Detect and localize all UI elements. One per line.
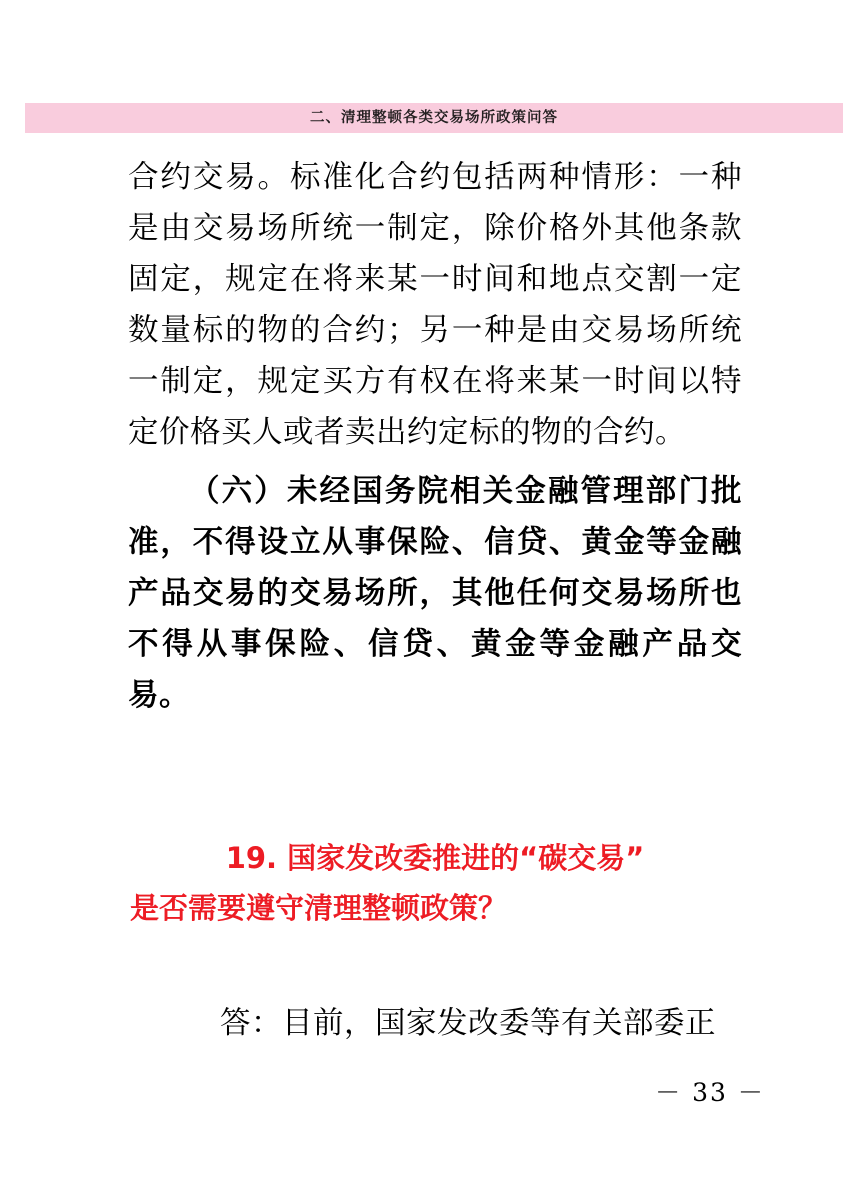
question-heading-line1: 19. 国家发改委推进的“碳交易” [225, 841, 645, 875]
question-heading-line2: 是否需要遵守清理整顿政策？ [130, 891, 508, 925]
paragraph-contract-definition: 合约交易。标准化合约包括两种情形：一种是由交易场所统一制定，除价格外其他条款固定，规定在将来某一时间和地点交割一定数量标的物的合约；另一种是由交易场所统一制定，规定买方有权在将来某一时间以特定价格买人或者卖出约定标的物的合约。 [128, 160, 742, 450]
question-heading [128, 833, 742, 933]
running-header-title: 二、清理整顿各类交易场所政策问答 [310, 110, 558, 126]
body-content [128, 152, 742, 721]
paragraph-spacer [128, 458, 742, 466]
page-number: － 33 － [655, 1078, 765, 1107]
answer-paragraph: 答：目前，国家发改委等有关部委正 [220, 1006, 716, 1041]
paragraph-item-six: （六）未经国务院相关金融管理部门批准，不得设立从事保险、信贷、黄金等金融产品交易的交易场所，其他任何交易场所也不得从事保险、信贷、黄金等金融产品交易。 [128, 473, 742, 713]
